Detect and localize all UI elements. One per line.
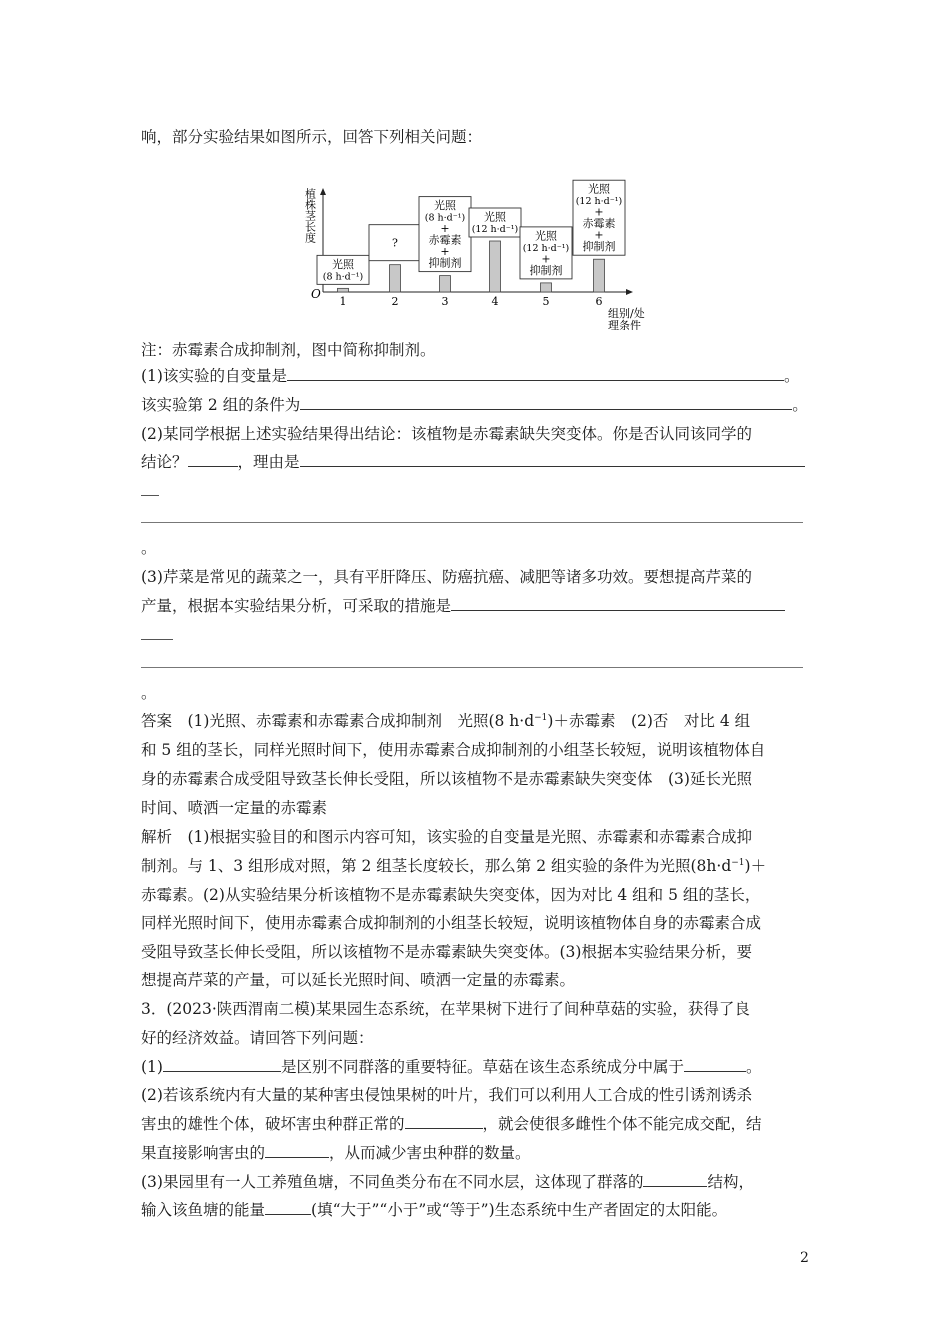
answer-line[interactable] (141, 522, 803, 523)
tick-label-1: 1 (339, 295, 347, 308)
bar-2 (390, 265, 401, 292)
y-axis-arrow (320, 188, 326, 195)
question-2a: (2)某同学根据上述实验结果得出结论：该植物是赤霉素缺失突变体。你是否认同该同学的 (141, 425, 752, 443)
condition-text: 赤霉素 (582, 217, 616, 231)
condition-text: + (594, 205, 604, 219)
condition-text: 抑制剂 (428, 256, 462, 270)
answer-line[interactable] (141, 495, 159, 496)
tick-label-3: 3 (441, 295, 449, 308)
condition-text: 光照 (535, 229, 557, 243)
condition-text: 抑制剂 (529, 263, 563, 277)
question-3a: (3)芹菜是常见的蔬菜之一，具有平肝降压、防癌抗癌、减肥等诸多功效。要想提高芹菜的 (141, 568, 752, 586)
problem-3-line-2: 好的经济效益。请回答下列问题： (141, 1029, 374, 1047)
explanation-line-1: 解析 (1)根据实验目的和图示内容可知，该实验的自变量是光照、赤霉素和赤霉素合成抑 (141, 828, 752, 846)
bar-5 (541, 283, 552, 292)
condition-text: 光照 (332, 257, 354, 271)
condition-text: (12 h·d⁻¹) (471, 224, 519, 235)
condition-text: + (541, 252, 551, 266)
answer-blank[interactable] (265, 1200, 311, 1215)
condition-boxes (317, 180, 625, 284)
problem-3-q2-line-3: 果直接影响害虫的 ，从而减少害虫种群的数量。 (141, 1144, 531, 1162)
bar-4 (490, 241, 501, 292)
bar-chart (295, 150, 695, 330)
x-axis-label: 组别/处 (608, 307, 645, 320)
explanation-line-6: 想提高芹菜的产量，可以延长光照时间、喷洒一定量的赤霉素。 (141, 971, 576, 989)
explanation-line-3: 赤霉素。(2)从实验结果分析该植物不是赤霉素缺失突变体，因为对比 4 组和 5 组的茎长， (141, 886, 761, 904)
bar-6 (594, 259, 605, 292)
explanation-line-4: 同样光照时间下，使用赤霉素合成抑制剂的小组茎长较短，说明该植物体自身的赤霉素合成 (141, 914, 762, 932)
condition-text: 光照 (588, 182, 610, 196)
tick-label-2: 2 (391, 295, 399, 308)
answer-blank[interactable] (643, 1172, 707, 1187)
answer-line[interactable] (141, 667, 803, 668)
x-axis-label: 理条件 (608, 319, 641, 330)
problem-3-q1: (1) 是区别不同群落的重要特征。草菇在该生态系统成分中属于 。 (141, 1058, 762, 1076)
condition-text: + (594, 228, 604, 242)
condition-text: (12 h·d⁻¹) (522, 242, 570, 254)
intro-text: 响，部分实验结果如图所示，回答下列相关问题： (141, 128, 483, 146)
answer-blank[interactable] (300, 452, 805, 467)
note-text: 注：赤霉素合成抑制剂，图中简称抑制剂。 (141, 341, 436, 359)
tick-label-5: 5 (542, 295, 550, 308)
question-2b: 结论？ ，理由是 (141, 452, 805, 472)
bar-3 (440, 276, 451, 292)
condition-text: 赤霉素 (428, 233, 462, 247)
x-axis-arrow (626, 289, 633, 295)
answer-line[interactable] (141, 639, 173, 640)
explanation-line-5: 受阻导致茎长伸长受阻，所以该植物不是赤霉素缺失突变体。(3)根据本实验结果分析，要 (141, 943, 752, 961)
answer-line-1: 答案 (1)光照、赤霉素和赤霉素合成抑制剂 光照(8 $h\cdot d^{-1})+$赤霉素 (2)否 对比 4 组 (141, 712, 751, 730)
condition-text: 光照 (484, 210, 506, 224)
answer-blank[interactable] (300, 395, 792, 410)
y-axis-label: 植株茎长度 (303, 188, 317, 243)
period-mark: 。 (141, 539, 157, 557)
condition-text: + (440, 222, 450, 236)
answer-line-4: 时间、喷洒一定量的赤霉素 (141, 799, 328, 817)
condition-text: + (440, 245, 450, 259)
answer-line-3: 身的赤霉素合成受阻导致茎长伸长受阻，所以该植物不是赤霉素缺失突变体 (3)延长光照 (141, 770, 752, 788)
question-3b: 产量，根据本实验结果分析，可采取的措施是 (141, 596, 785, 616)
bar-1 (338, 288, 349, 292)
period-mark: 。 (141, 684, 157, 702)
condition-text: (8 h·d⁻¹) (322, 271, 364, 283)
condition-text: ? (392, 236, 398, 250)
page-number: 2 (800, 1250, 809, 1266)
question-1a: (1)该实验的自变量是 。 (141, 367, 800, 385)
answer-blank[interactable] (188, 452, 238, 467)
condition-text: (8 h·d⁻¹) (424, 212, 466, 224)
condition-text: (12 h·d⁻¹) (575, 196, 623, 208)
answer-blank[interactable] (163, 1057, 281, 1072)
explanation-line-2: 制剂。与 1、3 组形成对照，第 2 组茎长度较长，那么第 2 组实验的条件为光照$(8h\cdot d^{-1})+$ (141, 857, 767, 875)
answer-blank[interactable] (265, 1143, 329, 1158)
tick-label-4: 4 (491, 295, 499, 308)
problem-3-q3-line-1: (3)果园里有一人工养殖鱼塘，不同鱼类分布在不同水层，这体现了群落的 结构， (141, 1173, 754, 1191)
tick-label-6: 6 (595, 295, 603, 308)
answer-blank[interactable] (684, 1057, 746, 1072)
answer-blank[interactable] (405, 1114, 483, 1129)
origin-label: O (311, 287, 321, 301)
condition-text: 抑制剂 (582, 240, 616, 254)
problem-3-line-1: 3．(2023·陕西渭南二模)某果园生态系统，在苹果树下进行了间种草菇的实验，获得了良 (141, 1000, 750, 1018)
answer-blank[interactable] (451, 596, 785, 611)
answer-blank[interactable] (287, 366, 784, 381)
problem-3-q2-line-1: (2)若该系统内有大量的某种害虫侵蚀果树的叶片，我们可以利用人工合成的性引诱剂诱杀 (141, 1086, 752, 1104)
problem-3-q3-line-2: 输入该鱼塘的能量 (填“大于”“小于”或“等于”)生态系统中生产者固定的太阳能。 (141, 1201, 728, 1219)
answer-line-2: 和 5 组的茎长，同样光照时间下，使用赤霉素合成抑制剂的小组茎长较短，说明该植物体自 (141, 741, 766, 759)
problem-3-q2-line-2: 害虫的雄性个体，破坏害虫种群正常的 ，就会使很多雌性个体不能完成交配，结 (141, 1115, 762, 1133)
question-1b: 该实验第 2 组的条件为 。 (141, 396, 808, 414)
condition-text: 光照 (434, 199, 456, 213)
